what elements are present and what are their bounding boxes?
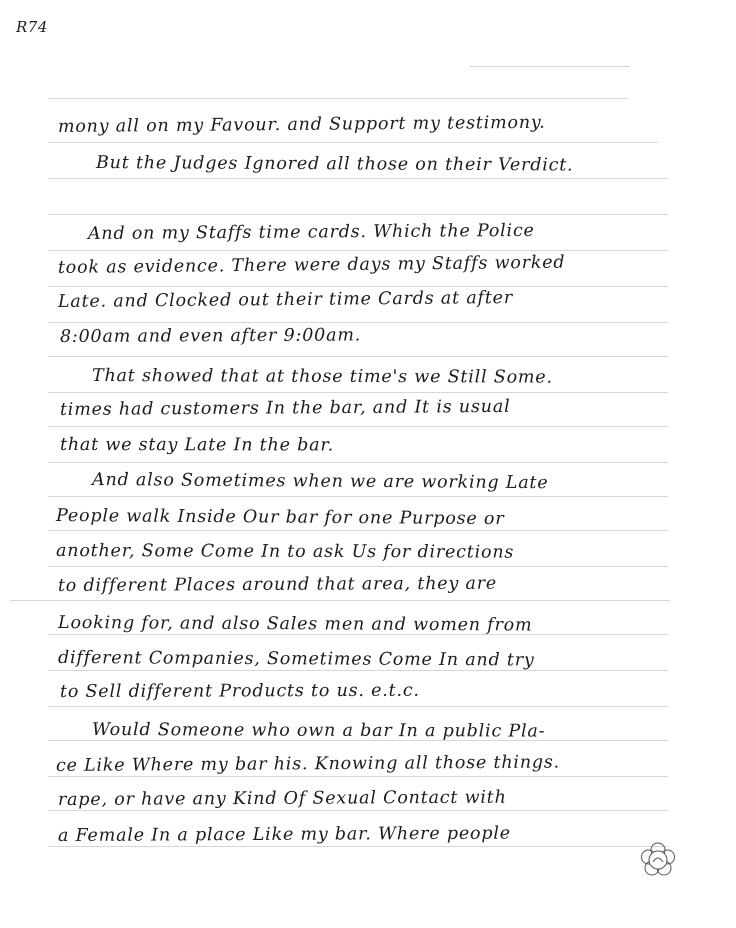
text-line: different Companies, Sometimes Come In and try	[58, 648, 535, 671]
text-line: took as evidence. There were days my Staffs worked	[57, 252, 566, 278]
text-line: 8:00am and even after 9:00am.	[59, 325, 362, 347]
ruled-line	[48, 846, 668, 847]
text-line: People walk Inside Our bar for one Purpose or	[56, 506, 505, 530]
ruled-line	[48, 426, 668, 427]
ruled-line	[48, 810, 668, 811]
ruled-line	[48, 214, 668, 215]
text-line: Would Someone who own a bar In a public Pla-	[92, 720, 546, 742]
ruled-line	[48, 178, 668, 179]
ruled-line	[48, 670, 668, 671]
text-line: mony all on my Favour. and Support my testimony.	[57, 112, 546, 137]
text-line: But the Judges Ignored all those on their Verdict.	[96, 153, 574, 176]
text-line: Looking for, and also Sales men and women from	[58, 613, 533, 636]
ruled-line	[48, 322, 668, 323]
ruled-line	[470, 66, 630, 67]
text-line: ce Like Where my bar his. Knowing all those things.	[55, 752, 561, 776]
ruled-line	[48, 566, 668, 567]
text-line: a Female In a place Like my bar. Where people	[57, 823, 511, 846]
ruled-line	[48, 530, 668, 531]
ruled-line	[10, 600, 670, 601]
text-line: And on my Staffs time cards. Which the Police	[87, 220, 535, 244]
ruled-line	[48, 392, 668, 393]
ruled-line	[48, 706, 668, 707]
text-line: Late. and Clocked out their time Cards at after	[57, 288, 514, 312]
ruled-line	[48, 496, 668, 497]
ruled-line	[48, 356, 668, 357]
text-line: another, Some Come In to ask Us for directions	[56, 541, 515, 563]
text-line: rape, or have any Kind Of Sexual Contact with	[57, 787, 507, 810]
ruled-line	[48, 462, 668, 463]
ruled-line	[48, 142, 658, 143]
ruled-line	[48, 250, 668, 251]
text-line: And also Sometimes when we are working Late	[92, 470, 549, 494]
ruled-line	[48, 286, 668, 287]
page-code: R74	[16, 18, 48, 36]
text-line: to different Places around that area, they are	[57, 573, 498, 596]
text-line: times had customers In the bar, and It is usual	[59, 396, 511, 420]
flower-stamp-icon	[640, 842, 676, 878]
text-line: that we stay Late In the bar.	[60, 435, 334, 456]
ruled-line	[48, 98, 628, 99]
ruled-line	[48, 776, 668, 777]
text-line: That showed that at those time's we Still Some.	[92, 366, 553, 388]
text-line: to Sell different Products to us. e.t.c.	[59, 680, 420, 702]
